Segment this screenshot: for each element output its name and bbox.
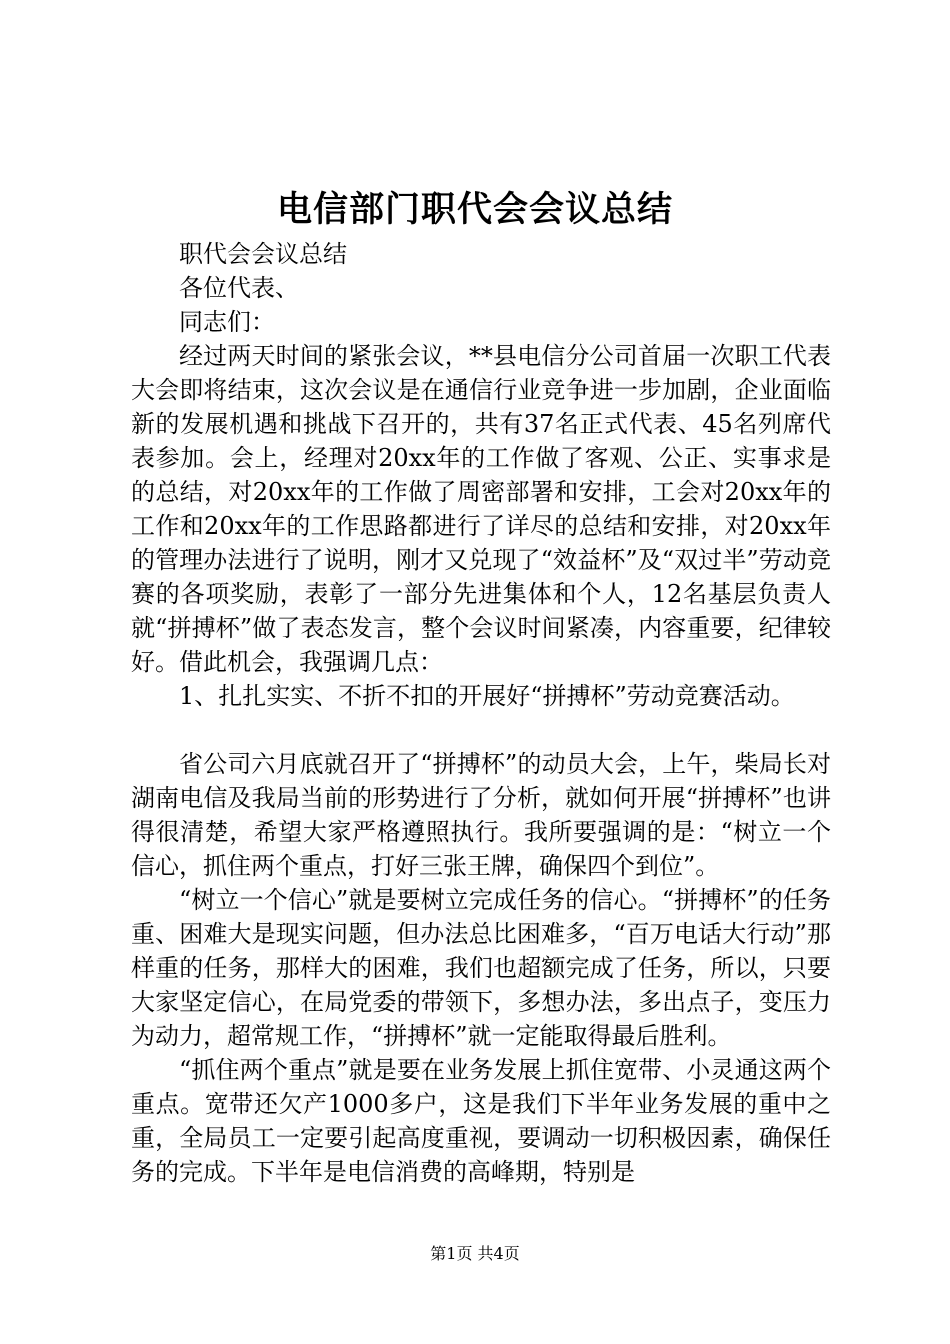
salutation-paragraph: 各位代表、 xyxy=(179,274,299,302)
body-paragraph: “抓住两个重点”就是要在业务发展上抓住宽带、小灵通这两个重点。宽带还欠产1000多户，这是我们下半年业务发展的重中之重，全局员工一定要引起高度重视，要调动一切积极因素，确保任务的完成。下半年是电信消费的高峰期，特别是 xyxy=(131,1056,831,1186)
section-heading: 1、扎扎实实、不折不扣的开展好“拼搏杯”劳动竞赛活动。 xyxy=(179,682,795,710)
body-paragraph: “树立一个信心”就是要树立完成任务的信心。“拼搏杯”的任务重、困难大是现实问题，但办法总比困难多，“百万电话大行动”那样重的任务，那样大的困难，我们也超额完成了任务，所以，只要大家坚定信心，在局党委的带领下，多想办法，多出点子，变压力为动力，超常规工作，“拼搏杯”就一定能取得最后胜利。 xyxy=(131,886,831,1050)
body-paragraph: 省公司六月底就召开了“拼搏杯”的动员大会，上午，柴局长对湖南电信及我局当前的形势进行了分析，就如何开展“拼搏杯”也讲得很清楚，希望大家严格遵照执行。我所要强调的是：“树立一个信心，抓住两个重点，打好三张王牌，确保四个到位”。 xyxy=(131,750,831,880)
subtitle-paragraph: 职代会会议总结 xyxy=(179,240,347,268)
page-footer: 第1页 共4页 xyxy=(430,1244,520,1263)
document-title: 电信部门职代会会议总结 xyxy=(276,189,673,230)
salutation-paragraph: 同志们： xyxy=(179,308,275,336)
body-paragraph: 经过两天时间的紧张会议，**县电信分公司首届一次职工代表大会即将结束，这次会议是在通信行业竞争进一步加剧，企业面临新的发展机遇和挑战下召开的，共有37名正式代表、45名列席代表参加。会上，经理对20xx年的工作做了客观、公正、实事求是的总结，对20xx年的工作做了周密部署和安排，工会对20xx年的工作和20xx年的工作思路都进行了详尽的总结和安排，对20xx年的管理办法进行了说明，刚才又兑现了“效益杯”及“双过半”劳动竞赛的各项奖励，表彰了一部分先进集体和个人，12名基层负责人就“拼搏杯”做了表态发言，整个会议时间紧凑，内容重要，纪律较好。借此机会，我强调几点： xyxy=(131,342,831,676)
document-body xyxy=(131,237,831,1189)
